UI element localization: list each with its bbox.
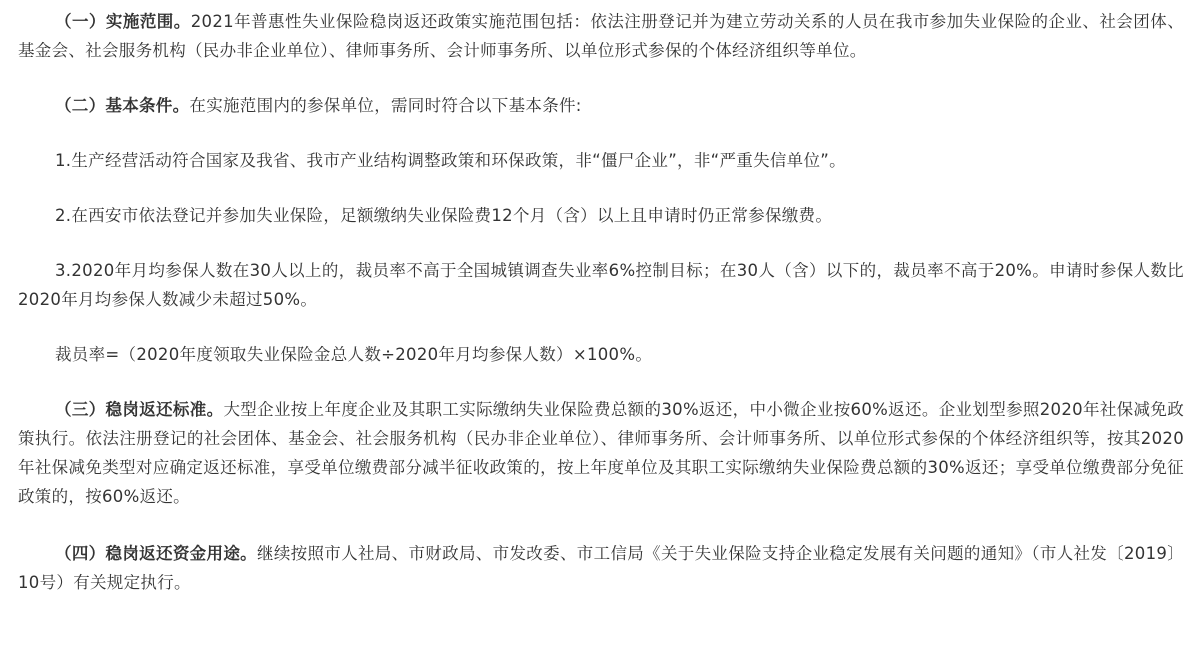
section-standard	[18, 395, 1184, 511]
section-heading: （二）基本条件。	[55, 96, 190, 115]
section-conditions	[18, 91, 1184, 120]
condition-item-1: 1.生产经营活动符合国家及我省、我市产业结构调整政策和环保政策，非“僵尸企业”，非“严重失信单位”。	[55, 151, 846, 170]
section-text: 继续按照市人社局、市财政局、市发改委、市工信局《关于失业保险支持企业稳定发展有关问题的通知》（市人社发〔2019〕10号）有关规定执行。	[18, 544, 1184, 592]
condition-item-3: 3.2020年月均参保人数在30人以上的，裁员率不高于全国城镇调查失业率6%控制目标；在30人（含）以下的，裁员率不高于20%。申请时参保人数比2020年月均参保人数减少未超过50%。	[18, 261, 1184, 309]
policy-document	[18, 7, 1184, 597]
section-usage	[18, 539, 1184, 597]
condition-item-2: 2.在西安市依法登记并参加失业保险，足额缴纳失业保险费12个月（含）以上且申请时仍正常参保缴费。	[55, 206, 833, 225]
section-heading: （一）实施范围。	[55, 12, 191, 31]
section-heading: （四）稳岗返还资金用途。	[55, 544, 257, 563]
section-text: 大型企业按上年度企业及其职工实际缴纳失业保险费总额的30%返还，中小微企业按60%返还。企业划型参照2020年社保减免政策执行。依法注册登记的社会团体、基金会、社会服务机构（民办非企业单位）、律师事务所、会计师事务所、以单位形式参保的个体经济组织等，按其2020年社保减免类型对应确定返还标准，享受单位缴费部分减半征收政策的，按上年度单位及其职工实际缴纳失业保险费总额的30%返还；享受单位缴费部分免征政策的，按60%返还。	[18, 400, 1185, 506]
section-scope	[18, 7, 1184, 65]
section-heading: （三）稳岗返还标准。	[55, 400, 224, 419]
layoff-rate-formula: 裁员率=（2020年度领取失业保险金总人数÷2020年月均参保人数）×100%。	[55, 345, 653, 364]
section-text: 在实施范围内的参保单位，需同时符合以下基本条件:	[189, 96, 582, 115]
section-text: 2021年普惠性失业保险稳岗返还政策实施范围包括：依法注册登记并为建立劳动关系的人员在我市参加失业保险的企业、社会团体、基金会、社会服务机构（民办非企业单位）、律师事务所、会计师事务所、以单位形式参保的个体经济组织等单位。	[18, 12, 1184, 60]
